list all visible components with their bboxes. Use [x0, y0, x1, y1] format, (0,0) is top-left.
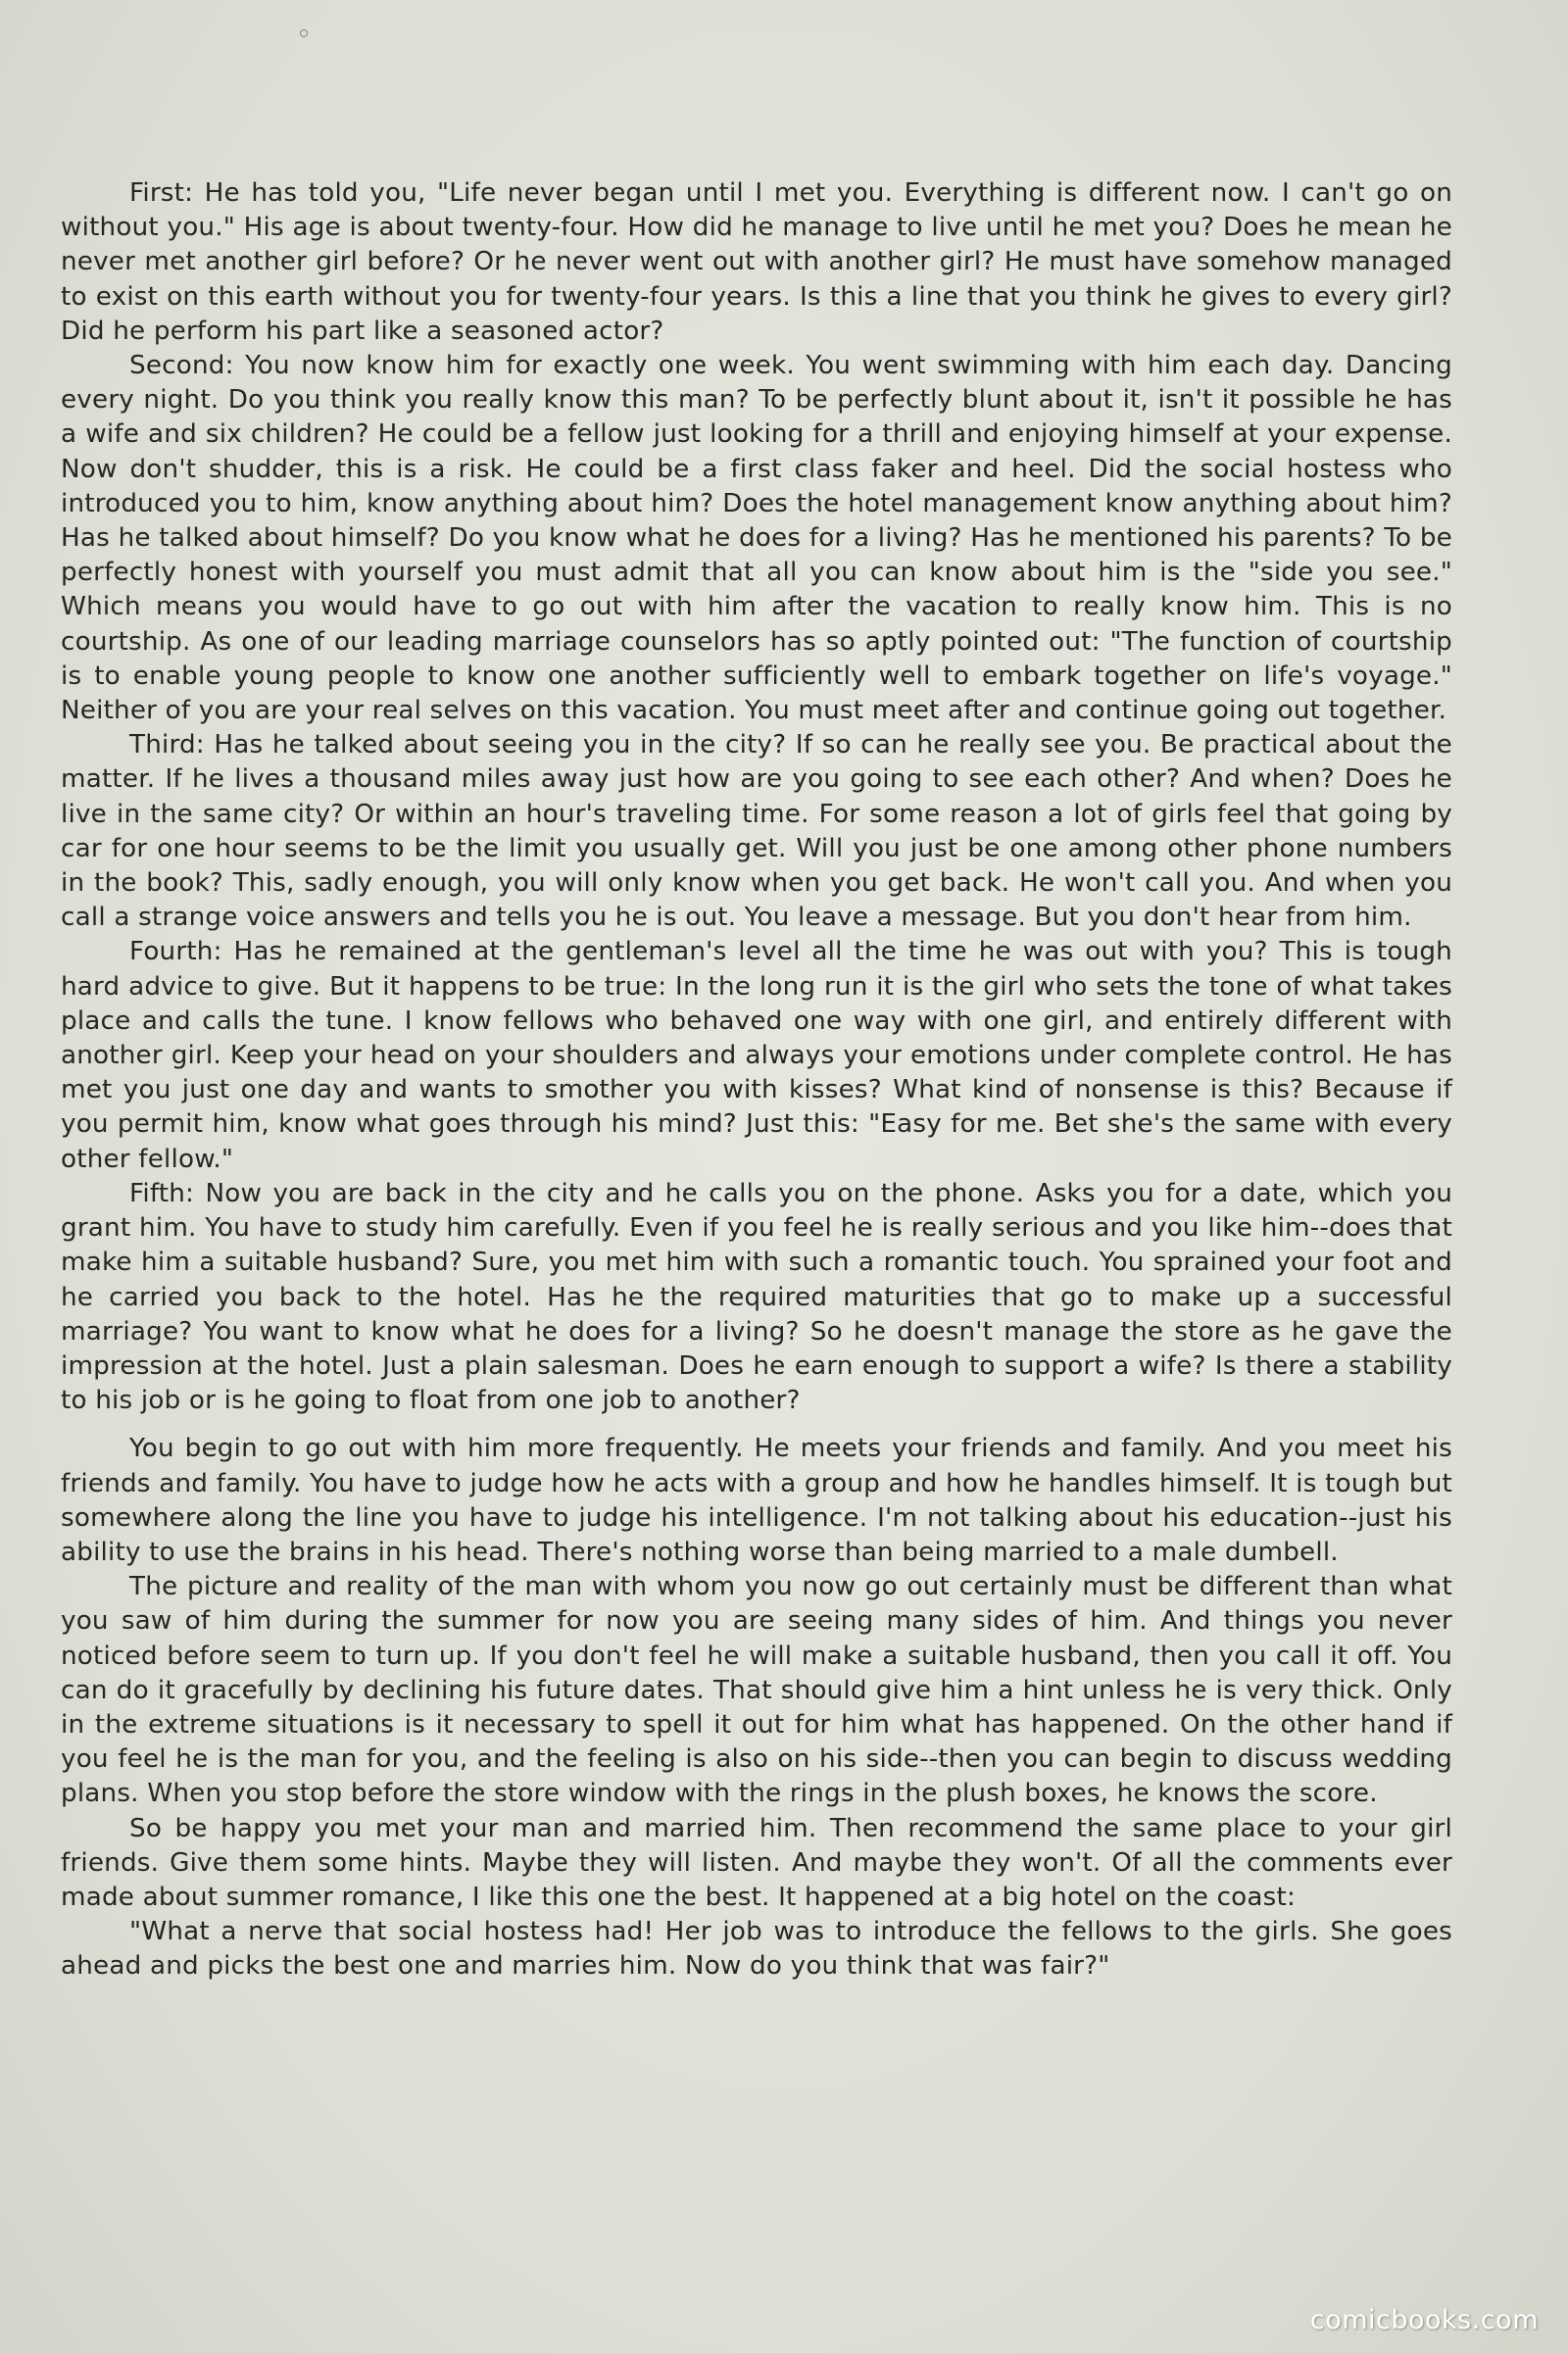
- paragraph-closing-quote: "What a nerve that social hostess had! Her job was to introduce the fellows to the girls. She goes ahead and picks the best one and marries him. Now do you think that was fair?": [61, 1917, 1452, 1982]
- paragraph-first: First: He has told you, "Life never began until I met you. Everything is different now. I can't go on without you." His age is about twenty-four. How did he manage to live until he met you? Does he mean he never met another girl before? Or he never went out with another girl? He must have somehow managed to exist on this earth without you for twenty-four years. Is this a line that you think he gives to every girl? Did he perform his part like a seasoned actor?: [61, 178, 1452, 346]
- paragraph-be-happy: So be happy you met your man and married him. Then recommend the same place to your girl friends. Give them some hints. Maybe they will listen. And maybe they won't. Of all the comments ever made about summer romance, I like this one the best. It happened at a big hotel on the coast:: [61, 1813, 1452, 1912]
- paragraph-fourth: Fourth: Has he remained at the gentleman's level all the time he was out with you? This is tough hard advice to give. But it happens to be true: In the long run it is the girl who sets the tone of what takes place and calls the tune. I know fellows who behaved one way with one girl, and entirely different with another girl. Keep your head on your shoulders and always your emotions under complete control. He has met you just one day and wants to smother you with kisses? What kind of nonsense is this? Because if you permit him, know what goes through his mind? Just this: "Easy for me. Bet she's the same with every other fellow.": [61, 937, 1452, 1174]
- paragraph-third: Third: Has he talked about seeing you in the city? If so can he really see you. Be practical about the matter. If he lives a thousand miles away just how are you going to see each other? And when? Does he live in the same city? Or within an hour's traveling time. For some reason a lot of girls feel that going by car for one hour seems to be the limit you usually get. Will you just be one among other phone numbers in the book? This, sadly enough, you will only know when you get back. He won't call you. And when you call a strange voice answers and tells you he is out. You leave a message. But you don't hear from him.: [61, 730, 1452, 933]
- paragraph-going-out: You begin to go out with him more frequently. He meets your friends and family. And you meet his friends and family. You have to judge how he acts with a group and how he handles himself. It is tough but somewhere along the line you have to judge his intelligence. I'm not talking about his education--just his ability to use the brains in his head. There's nothing worse than being married to a male dumbell.: [61, 1434, 1452, 1567]
- paragraph-picture-reality: The picture and reality of the man with whom you now go out certainly must be different than what you saw of him during the summer for now you are seeing many sides of him. And things you never noticed before seem to turn up. If you don't feel he will make a suitable husband, then you call it off. You can do it gracefully by declining his future dates. That should give him a hint unless he is very thick. Only in the extreme situations is it necessary to spell it out for him what has happened. On the other hand if you feel he is the man for you, and the feeling is also on his side--then you can begin to discuss wedding plans. When you stop before the store window with the rings in the plush boxes, he knows the score.: [61, 1572, 1452, 1809]
- article-body: [61, 176, 1452, 2156]
- watermark: comicbooks.com: [1309, 2305, 1539, 2335]
- paragraph-second: Second: You now know him for exactly one week. You went swimming with him each day. Dancing every night. Do you think you really know this man? To be perfectly blunt about it, isn't it possible he has a wife and six children? He could be a fellow just looking for a thrill and enjoying himself at your expense. Now don't shudder, this is a risk. He could be a first class faker and heel. Did the social hostess who introduced you to him, know anything about him? Does the hotel management know anything about him? Has he talked about himself? Do you know what he does for a living? Has he mentioned his parents? To be perfectly honest with yourself you must admit that all you can know about him is the "side you see." Which means you would have to go out with him after the vacation to really know him. This is no courtship. As one of our leading marriage counselors has so aptly pointed out: "The function of courtship is to enable young people to know one another sufficiently well to embark together on life's voyage." Neither of you are your real selves on this vacation. You must meet after and continue going out together.: [61, 351, 1452, 726]
- paragraph-fifth: Fifth: Now you are back in the city and he calls you on the phone. Asks you for a date, which you grant him. You have to study him carefully. Even if you feel he is really serious and you like him--does that make him a suitable husband? Sure, you met him with such a romantic touch. You sprained your foot and he carried you back to the hotel. Has he the required maturities that go to make up a successful marriage? You want to know what he does for a living? So he doesn't manage the store as he gave the impression at the hotel. Just a plain salesman. Does he earn enough to support a wife? Is there a stability to his job or is he going to float from one job to another?: [61, 1178, 1452, 1416]
- paper-speck: [300, 29, 308, 37]
